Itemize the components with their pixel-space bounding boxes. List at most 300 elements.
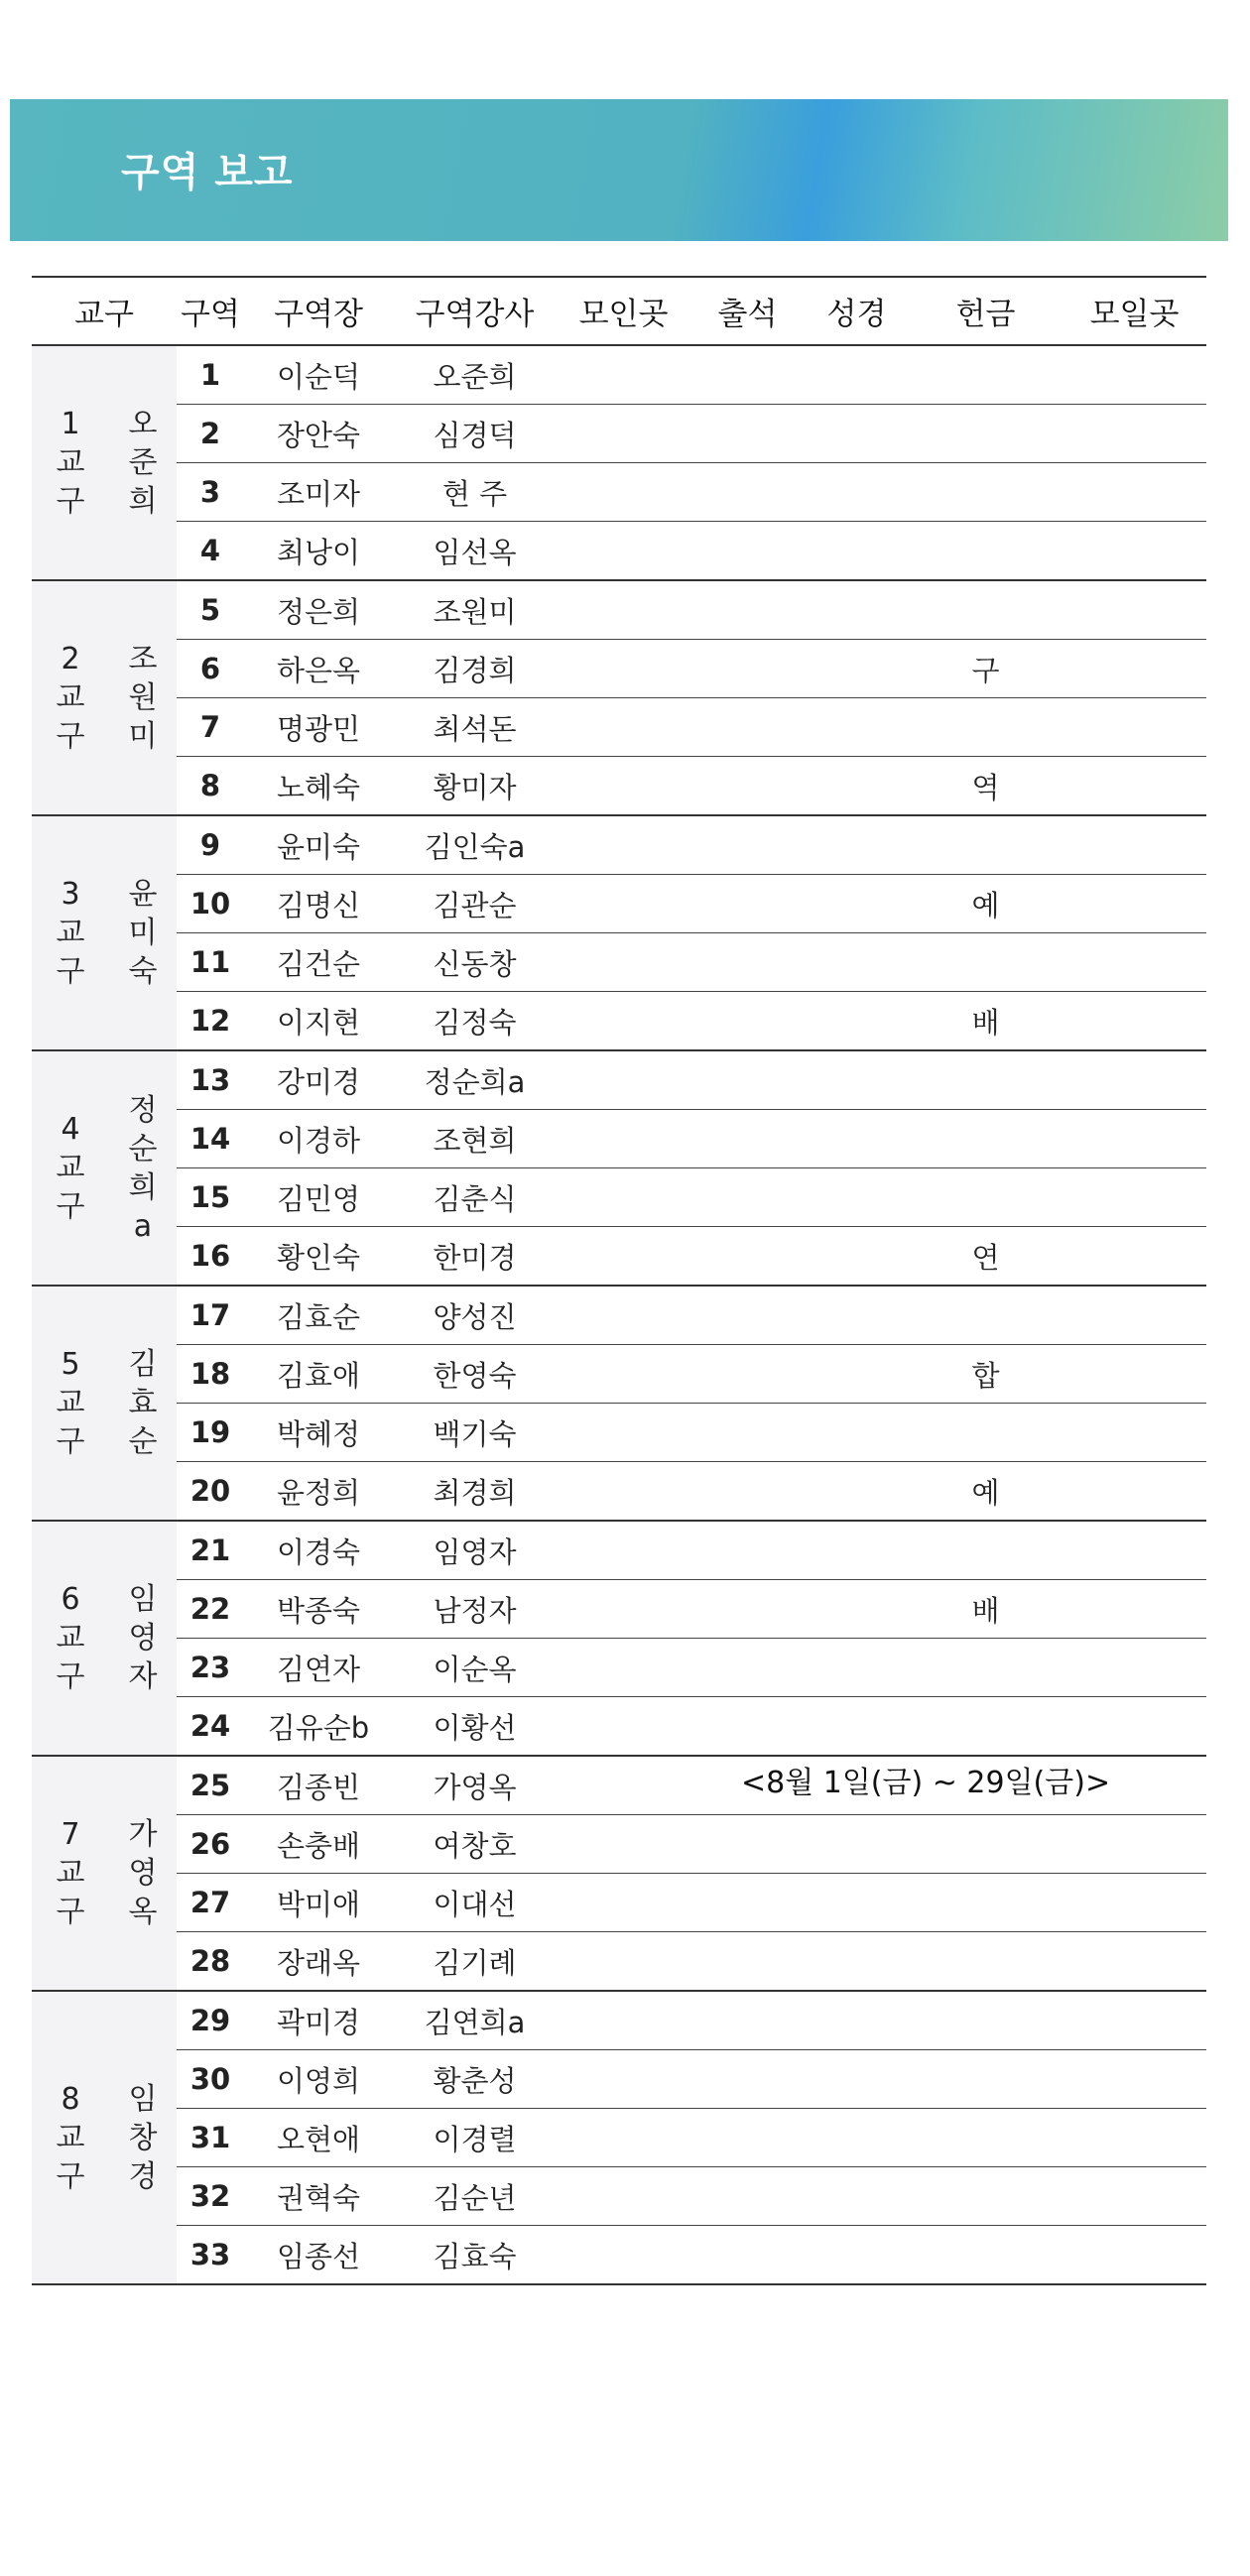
teacher-name-cell: 신동창: [393, 933, 557, 992]
attendance-cell: [690, 1286, 805, 1345]
table-row: [32, 1639, 1206, 1697]
table-row: [32, 2109, 1206, 2167]
offering-cell: [909, 698, 1062, 757]
bible-cell: [805, 992, 909, 1051]
teacher-name-cell: 임영자: [393, 1521, 557, 1580]
met-place-cell: [557, 815, 690, 875]
teacher-name-cell: 김순년: [393, 2167, 557, 2226]
parish-label: 8교구: [56, 2081, 85, 2194]
leader-name-cell: 강미경: [244, 1050, 393, 1110]
offering-cell: [909, 1697, 1062, 1757]
table-row: [32, 815, 1206, 875]
teacher-name-cell: 여창호: [393, 1815, 557, 1874]
col-header-attendance: 출석: [690, 277, 805, 345]
col-header-met-place: 모인곳: [557, 277, 690, 345]
district-number-cell: 5: [177, 580, 244, 640]
next-place-cell: [1062, 463, 1206, 522]
met-place-cell: [557, 405, 690, 463]
pastor-name: 임창경: [128, 2081, 158, 2194]
attendance-cell: [690, 2050, 805, 2109]
attendance-cell: [690, 933, 805, 992]
attendance-cell: [690, 640, 805, 698]
attendance-cell: [690, 463, 805, 522]
bible-cell: [805, 1286, 909, 1345]
leader-name-cell: 손충배: [244, 1815, 393, 1874]
table-row: [32, 1874, 1206, 1932]
attendance-cell: [690, 1050, 805, 1110]
offering-cell: [909, 345, 1062, 405]
bible-cell: [805, 1932, 909, 1992]
next-place-cell: [1062, 640, 1206, 698]
leader-name-cell: 박미애: [244, 1874, 393, 1932]
teacher-name-cell: 남정자: [393, 1580, 557, 1639]
leader-name-cell: 황인숙: [244, 1227, 393, 1287]
pastor-cell: [109, 1756, 177, 1991]
next-place-cell: [1062, 933, 1206, 992]
next-place-cell: [1062, 1110, 1206, 1168]
teacher-name-cell: 이순옥: [393, 1639, 557, 1697]
leader-name-cell: 이순덕: [244, 345, 393, 405]
bible-cell: [805, 463, 909, 522]
bible-cell: [805, 2226, 909, 2285]
district-number-cell: 17: [177, 1286, 244, 1345]
offering-cell: [909, 2050, 1062, 2109]
met-place-cell: [557, 1168, 690, 1227]
teacher-name-cell: 최석돈: [393, 698, 557, 757]
met-place-cell: [557, 2167, 690, 2226]
district-number-cell: 30: [177, 2050, 244, 2109]
attendance-cell: [690, 2167, 805, 2226]
met-place-cell: [557, 1874, 690, 1932]
parish-label: 2교구: [56, 642, 85, 754]
district-number-cell: 10: [177, 875, 244, 933]
parish-cell: [32, 580, 109, 815]
attendance-cell: [690, 1110, 805, 1168]
offering-cell: [909, 1639, 1062, 1697]
met-place-cell: [557, 345, 690, 405]
district-number-cell: 9: [177, 815, 244, 875]
next-place-cell: [1062, 875, 1206, 933]
table-row: [32, 1286, 1206, 1345]
table-row: [32, 992, 1206, 1051]
next-place-cell: [1062, 992, 1206, 1051]
district-number-cell: 21: [177, 1521, 244, 1580]
table-row: [32, 1227, 1206, 1287]
parish-label: 5교구: [56, 1347, 85, 1459]
teacher-name-cell: 임선옥: [393, 522, 557, 581]
teacher-name-cell: 오준희: [393, 345, 557, 405]
met-place-cell: [557, 1110, 690, 1168]
district-report-table: [32, 276, 1206, 2285]
district-number-cell: 22: [177, 1580, 244, 1639]
leader-name-cell: 이경숙: [244, 1521, 393, 1580]
met-place-cell: [557, 1815, 690, 1874]
table-row: [32, 1110, 1206, 1168]
pastor-name: 정순희a: [128, 1092, 158, 1244]
table-row: [32, 1462, 1206, 1522]
attendance-cell: [690, 580, 805, 640]
attendance-cell: [690, 1404, 805, 1462]
teacher-name-cell: 김기례: [393, 1932, 557, 1992]
attendance-cell: [690, 1697, 805, 1757]
teacher-name-cell: 이황선: [393, 1697, 557, 1757]
teacher-name-cell: 조현희: [393, 1110, 557, 1168]
offering-cell: [909, 1815, 1062, 1874]
table-row: [32, 875, 1206, 933]
leader-name-cell: 노혜숙: [244, 757, 393, 816]
parish-label: 1교구: [56, 407, 85, 519]
next-place-cell: [1062, 2167, 1206, 2226]
offering-cell: [909, 2109, 1062, 2167]
met-place-cell: [557, 1991, 690, 2050]
offering-cell: 역: [909, 757, 1062, 816]
leader-name-cell: 조미자: [244, 463, 393, 522]
pastor-cell: [109, 1521, 177, 1756]
district-number-cell: 25: [177, 1756, 244, 1815]
leader-name-cell: 김민영: [244, 1168, 393, 1227]
parish-cell: [32, 1521, 109, 1756]
attendance-cell: [690, 1815, 805, 1874]
bible-cell: [805, 1874, 909, 1932]
pastor-cell: [109, 815, 177, 1050]
table-row: [32, 1815, 1206, 1874]
teacher-name-cell: 김정숙: [393, 992, 557, 1051]
met-place-cell: [557, 1462, 690, 1522]
met-place-cell: [557, 1639, 690, 1697]
next-place-cell: [1062, 1227, 1206, 1287]
pastor-name: 조원미: [128, 642, 158, 754]
table-body: [32, 345, 1206, 2284]
pastor-cell: [109, 580, 177, 815]
attendance-cell: [690, 1932, 805, 1992]
next-place-cell: [1062, 1639, 1206, 1697]
district-number-cell: 28: [177, 1932, 244, 1992]
table-row: [32, 2167, 1206, 2226]
district-number-cell: 19: [177, 1404, 244, 1462]
offering-cell: [909, 1168, 1062, 1227]
district-number-cell: 13: [177, 1050, 244, 1110]
leader-name-cell: 이영희: [244, 2050, 393, 2109]
teacher-name-cell: 이경렬: [393, 2109, 557, 2167]
title-banner: [10, 99, 1228, 241]
bible-cell: [805, 2050, 909, 2109]
next-place-cell: [1062, 1521, 1206, 1580]
attendance-cell: [690, 1462, 805, 1522]
bible-cell: [805, 1404, 909, 1462]
district-number-cell: 4: [177, 522, 244, 581]
leader-name-cell: 정은희: [244, 580, 393, 640]
district-number-cell: 31: [177, 2109, 244, 2167]
district-number-cell: 23: [177, 1639, 244, 1697]
next-place-cell: [1062, 1168, 1206, 1227]
next-place-cell: [1062, 1404, 1206, 1462]
table-row: [32, 1697, 1206, 1757]
bible-cell: [805, 1168, 909, 1227]
met-place-cell: [557, 1286, 690, 1345]
bible-cell: [805, 1991, 909, 2050]
leader-name-cell: 윤미숙: [244, 815, 393, 875]
offering-cell: [909, 815, 1062, 875]
offering-cell: [909, 1874, 1062, 1932]
next-place-cell: [1062, 1991, 1206, 2050]
next-place-cell: [1062, 1286, 1206, 1345]
table-row: [32, 1521, 1206, 1580]
bible-cell: [805, 1639, 909, 1697]
district-number-cell: 1: [177, 345, 244, 405]
parish-cell: [32, 345, 109, 580]
bible-cell: [805, 1345, 909, 1404]
met-place-cell: [557, 463, 690, 522]
parish-cell: [32, 1050, 109, 1286]
district-number-cell: 27: [177, 1874, 244, 1932]
met-place-cell: [557, 1404, 690, 1462]
parish-label: 4교구: [56, 1112, 85, 1224]
offering-cell: 배: [909, 992, 1062, 1051]
offering-cell: [909, 1991, 1062, 2050]
leader-name-cell: 김건순: [244, 933, 393, 992]
pastor-name: 가영옥: [128, 1817, 158, 1929]
parish-label: 3교구: [56, 877, 85, 989]
met-place-cell: [557, 522, 690, 581]
district-number-cell: 8: [177, 757, 244, 816]
offering-cell: [909, 2167, 1062, 2226]
district-number-cell: 26: [177, 1815, 244, 1874]
next-place-cell: [1062, 1462, 1206, 1522]
attendance-cell: [690, 2109, 805, 2167]
pastor-cell: [109, 345, 177, 580]
offering-cell: [909, 1521, 1062, 1580]
met-place-cell: [557, 580, 690, 640]
offering-cell: [909, 1050, 1062, 1110]
bible-cell: [805, 875, 909, 933]
next-place-cell: [1062, 2050, 1206, 2109]
met-place-cell: [557, 1050, 690, 1110]
bible-cell: [805, 757, 909, 816]
attendance-cell: [690, 1874, 805, 1932]
met-place-cell: [557, 2050, 690, 2109]
teacher-name-cell: 한미경: [393, 1227, 557, 1287]
parish-cell: [32, 815, 109, 1050]
district-number-cell: 15: [177, 1168, 244, 1227]
attendance-cell: [690, 1580, 805, 1639]
pastor-name: 김효순: [128, 1347, 158, 1459]
district-number-cell: 12: [177, 992, 244, 1051]
bible-cell: [805, 522, 909, 581]
next-place-cell: [1062, 345, 1206, 405]
met-place-cell: [557, 2226, 690, 2285]
leader-name-cell: 김명신: [244, 875, 393, 933]
offering-cell: [909, 1110, 1062, 1168]
attendance-cell: [690, 1345, 805, 1404]
header-row: [32, 277, 1206, 345]
met-place-cell: [557, 1932, 690, 1992]
teacher-name-cell: 조원미: [393, 580, 557, 640]
parish-cell: [32, 1756, 109, 1991]
district-number-cell: 20: [177, 1462, 244, 1522]
table-row: [32, 698, 1206, 757]
attendance-cell: [690, 2226, 805, 2285]
table-row: [32, 1404, 1206, 1462]
table-row: [32, 345, 1206, 405]
teacher-name-cell: 한영숙: [393, 1345, 557, 1404]
met-place-cell: [557, 1697, 690, 1757]
bible-cell: [805, 1815, 909, 1874]
offering-cell: [909, 933, 1062, 992]
attendance-cell: [690, 698, 805, 757]
teacher-name-cell: 김관순: [393, 875, 557, 933]
leader-name-cell: 오현애: [244, 2109, 393, 2167]
next-place-cell: [1062, 1874, 1206, 1932]
attendance-cell: [690, 1168, 805, 1227]
leader-name-cell: 곽미경: [244, 1991, 393, 2050]
bible-cell: [805, 345, 909, 405]
pastor-name: 윤미숙: [128, 877, 158, 989]
pastor-cell: [109, 1050, 177, 1286]
next-place-cell: [1062, 1697, 1206, 1757]
district-number-cell: 11: [177, 933, 244, 992]
table-row: [32, 1168, 1206, 1227]
teacher-name-cell: 가영옥: [393, 1756, 557, 1815]
attendance-cell: [690, 875, 805, 933]
bible-cell: [805, 815, 909, 875]
col-header-bible: 성경: [805, 277, 909, 345]
teacher-name-cell: 정순희a: [393, 1050, 557, 1110]
attendance-cell: [690, 1227, 805, 1287]
district-number-cell: 14: [177, 1110, 244, 1168]
leader-name-cell: 이경하: [244, 1110, 393, 1168]
leader-name-cell: 박종숙: [244, 1580, 393, 1639]
next-place-cell: [1062, 522, 1206, 581]
met-place-cell: [557, 757, 690, 816]
table-row: [32, 2226, 1206, 2285]
leader-name-cell: 김유순b: [244, 1697, 393, 1757]
pastor-name: 오준희: [128, 407, 158, 519]
leader-name-cell: 김효애: [244, 1345, 393, 1404]
col-header-teacher: 구역강사: [393, 277, 557, 345]
leader-name-cell: 임종선: [244, 2226, 393, 2285]
next-place-cell: [1062, 2226, 1206, 2285]
bible-cell: [805, 933, 909, 992]
bible-cell: [805, 2167, 909, 2226]
leader-name-cell: 장안숙: [244, 405, 393, 463]
table-row: [32, 463, 1206, 522]
table-row: [32, 757, 1206, 816]
teacher-name-cell: 백기숙: [393, 1404, 557, 1462]
col-header-offering: 헌금: [909, 277, 1062, 345]
district-number-cell: 2: [177, 405, 244, 463]
teacher-name-cell: 양성진: [393, 1286, 557, 1345]
district-number-cell: 3: [177, 463, 244, 522]
next-place-cell: [1062, 1345, 1206, 1404]
pastor-cell: [109, 1286, 177, 1521]
attendance-cell: [690, 1521, 805, 1580]
bible-cell: [805, 1697, 909, 1757]
next-place-cell: [1062, 1580, 1206, 1639]
parish-label: 7교구: [56, 1817, 85, 1929]
met-place-cell: [557, 640, 690, 698]
bible-cell: [805, 1462, 909, 1522]
bible-cell: [805, 1227, 909, 1287]
teacher-name-cell: 김경희: [393, 640, 557, 698]
attendance-cell: [690, 757, 805, 816]
teacher-name-cell: 심경덕: [393, 405, 557, 463]
offering-cell: [909, 463, 1062, 522]
table-row: [32, 1932, 1206, 1992]
district-number-cell: 7: [177, 698, 244, 757]
met-place-cell: [557, 1227, 690, 1287]
offering-cell: 합: [909, 1345, 1062, 1404]
col-header-next-place: 모일곳: [1062, 277, 1206, 345]
next-place-cell: [1062, 815, 1206, 875]
col-header-parish: 교구: [32, 277, 177, 345]
next-place-cell: [1062, 580, 1206, 640]
next-place-cell: [1062, 1050, 1206, 1110]
leader-name-cell: 윤정희: [244, 1462, 393, 1522]
leader-name-cell: 하은옥: [244, 640, 393, 698]
bible-cell: [805, 1521, 909, 1580]
table-row: [32, 580, 1206, 640]
attendance-cell: [690, 1991, 805, 2050]
bible-cell: [805, 1050, 909, 1110]
teacher-name-cell: 황미자: [393, 757, 557, 816]
next-place-cell: [1062, 1932, 1206, 1992]
bible-cell: [805, 640, 909, 698]
met-place-cell: [557, 1345, 690, 1404]
offering-cell: 배: [909, 1580, 1062, 1639]
next-place-cell: [1062, 405, 1206, 463]
district-number-cell: 24: [177, 1697, 244, 1757]
next-place-cell: [1062, 757, 1206, 816]
offering-cell: 구: [909, 640, 1062, 698]
offering-cell: [909, 1286, 1062, 1345]
leader-name-cell: 장래옥: [244, 1932, 393, 1992]
bible-cell: [805, 1580, 909, 1639]
table-row: [32, 1580, 1206, 1639]
attendance-cell: [690, 405, 805, 463]
table-row: [32, 1050, 1206, 1110]
district-number-cell: 6: [177, 640, 244, 698]
date-range-note: <8월 1일(금) ~ 29일(금)>: [741, 1758, 1110, 1801]
district-number-cell: 32: [177, 2167, 244, 2226]
met-place-cell: [557, 1580, 690, 1639]
pastor-cell: [109, 1991, 177, 2284]
attendance-cell: [690, 992, 805, 1051]
table-row: [32, 405, 1206, 463]
district-number-cell: 29: [177, 1991, 244, 2050]
table-row: [32, 1345, 1206, 1404]
leader-name-cell: 이지현: [244, 992, 393, 1051]
teacher-name-cell: 김인숙a: [393, 815, 557, 875]
teacher-name-cell: 김연희a: [393, 1991, 557, 2050]
teacher-name-cell: 김효숙: [393, 2226, 557, 2285]
offering-cell: [909, 405, 1062, 463]
leader-name-cell: 김연자: [244, 1639, 393, 1697]
parish-cell: [32, 1286, 109, 1521]
bible-cell: [805, 2109, 909, 2167]
offering-cell: 예: [909, 875, 1062, 933]
bible-cell: [805, 580, 909, 640]
teacher-name-cell: 현 주: [393, 463, 557, 522]
district-number-cell: 16: [177, 1227, 244, 1287]
leader-name-cell: 김효순: [244, 1286, 393, 1345]
met-place-cell: [557, 2109, 690, 2167]
table-row: [32, 933, 1206, 992]
teacher-name-cell: 이대선: [393, 1874, 557, 1932]
bible-cell: [805, 405, 909, 463]
offering-cell: 예: [909, 1462, 1062, 1522]
table-row: [32, 640, 1206, 698]
bible-cell: [805, 698, 909, 757]
